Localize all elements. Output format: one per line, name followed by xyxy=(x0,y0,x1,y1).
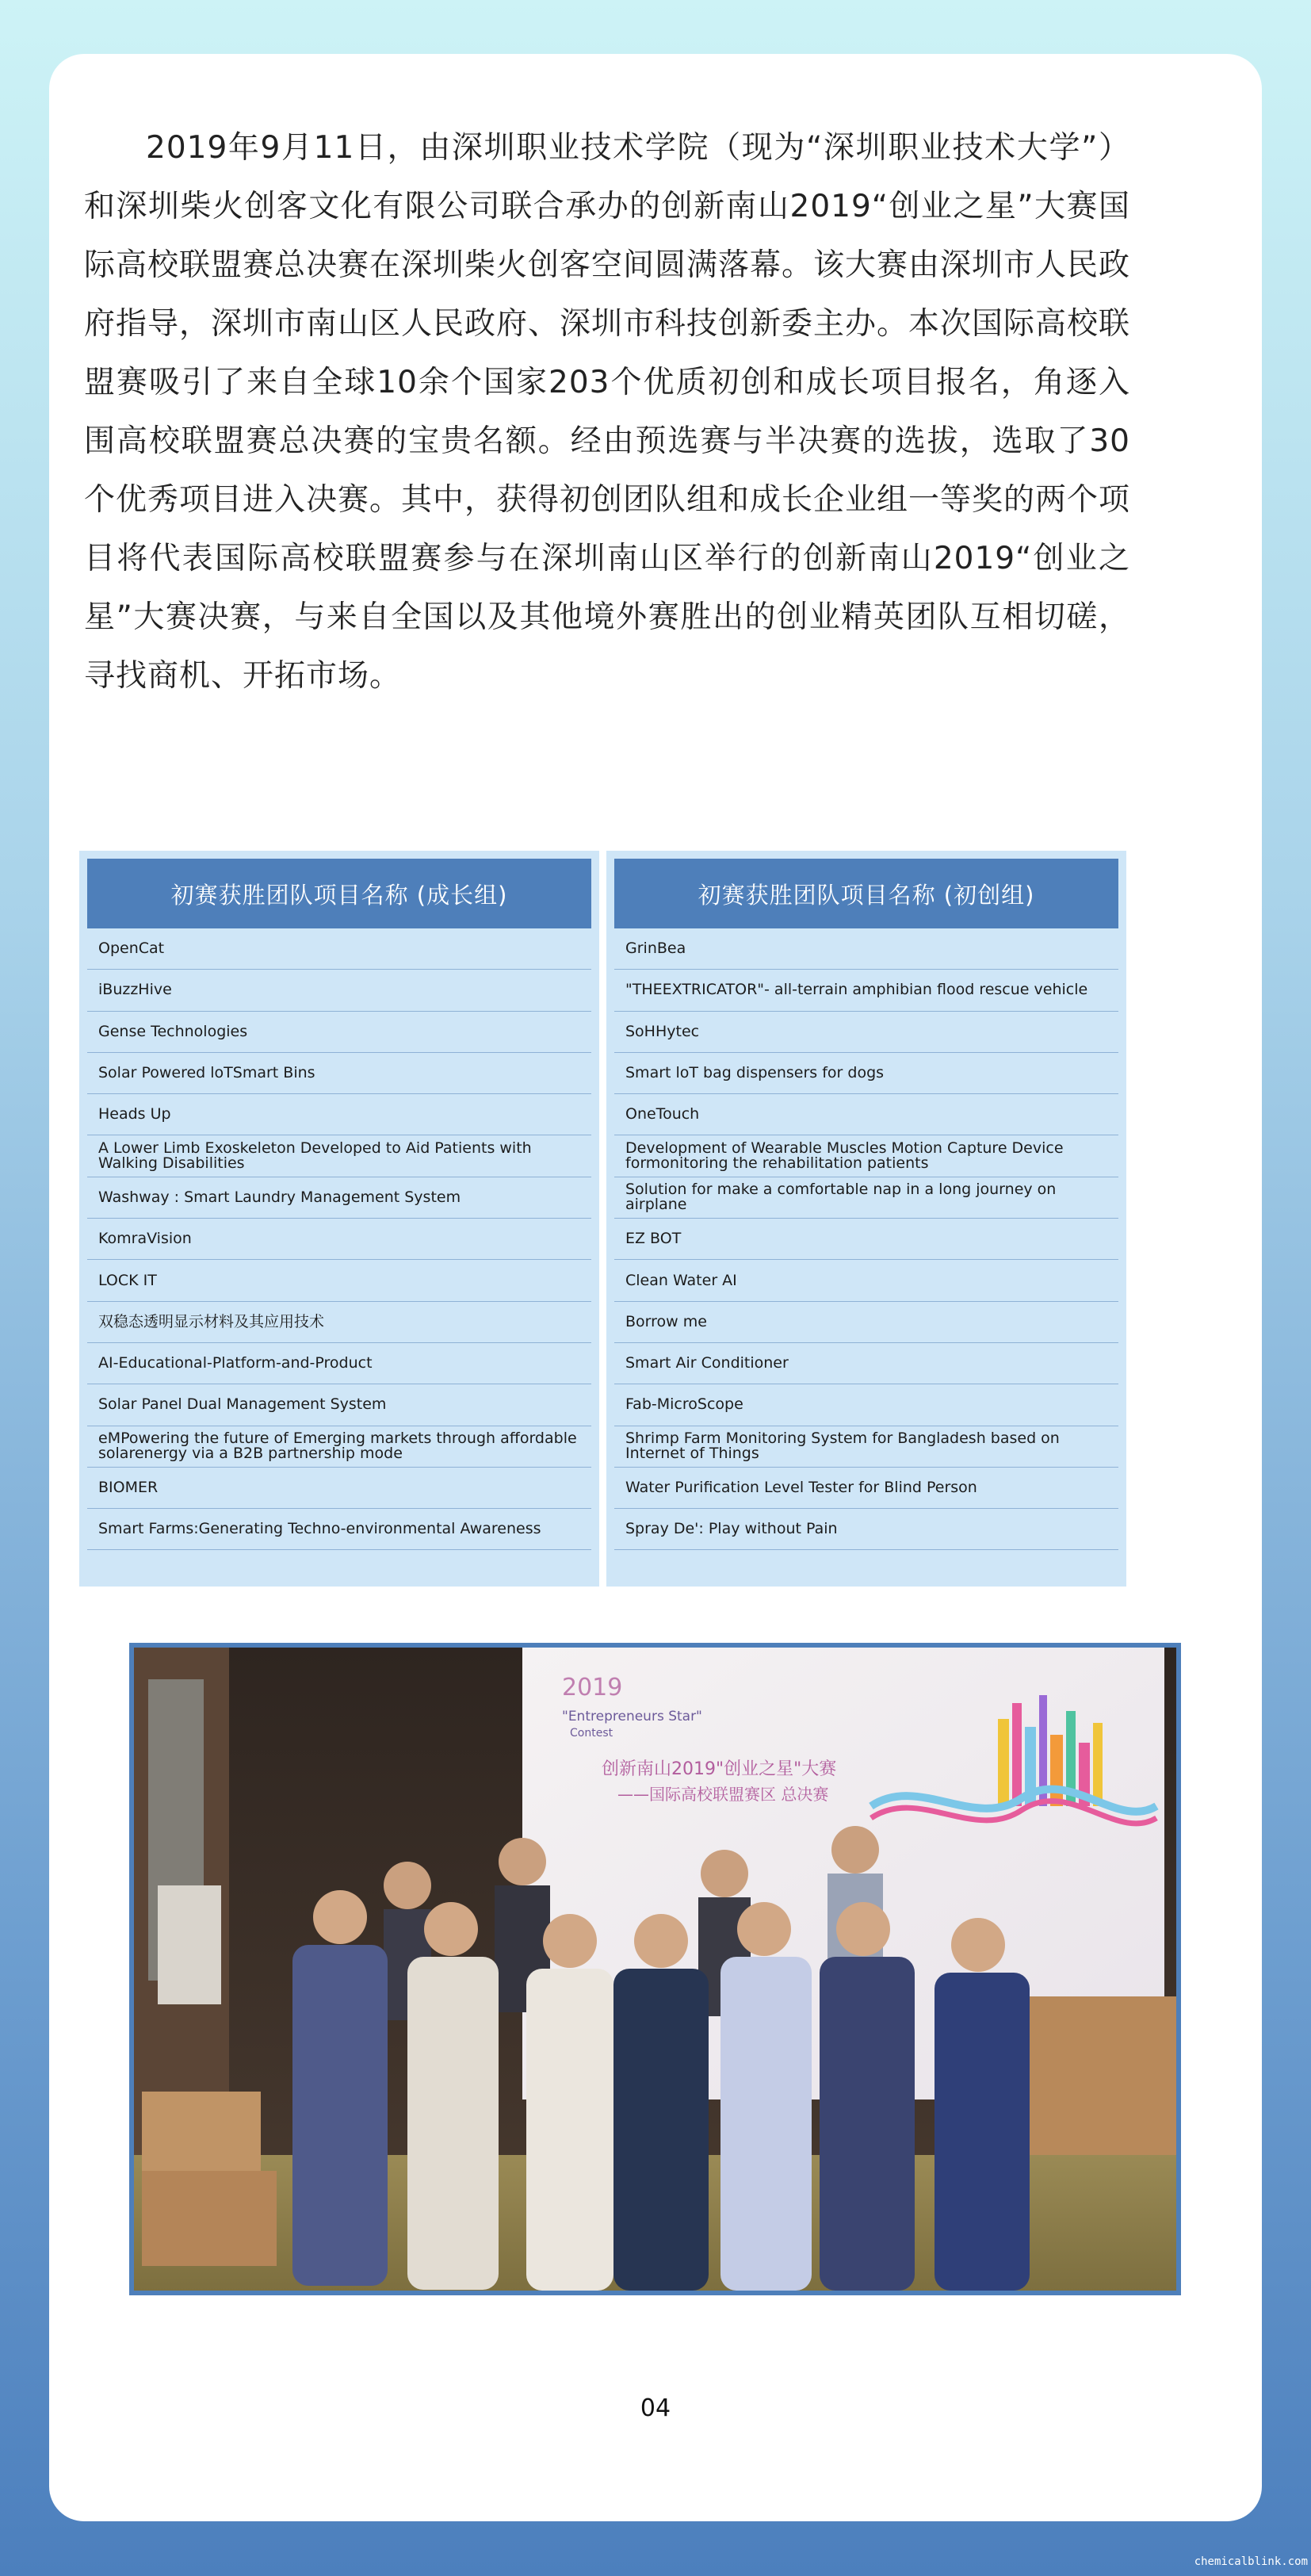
group-photo-image xyxy=(134,1648,1176,2291)
table-row: Washway : Smart Laundry Management System xyxy=(87,1177,591,1219)
table-row: Shrimp Farm Monitoring System for Bangladesh based on Internet of Things xyxy=(614,1426,1118,1468)
table-row: Fab-MicroScope xyxy=(614,1384,1118,1426)
table-row: SoHHytec xyxy=(614,1012,1118,1053)
screen-subtitle: "Entrepreneurs Star" xyxy=(562,1709,702,1724)
growth-table-header: 初赛获胜团队项目名称 (成长组) xyxy=(87,859,591,928)
page-number: 04 xyxy=(640,2394,671,2422)
table-row: Clean Water AI xyxy=(614,1260,1118,1301)
table-row: Water Purification Level Tester for Blind Person xyxy=(614,1468,1118,1509)
growth-table xyxy=(79,851,599,1587)
startup-table-rows xyxy=(614,928,1118,1550)
table-row: OpenCat xyxy=(87,928,591,970)
table-row: iBuzzHive xyxy=(87,970,591,1011)
table-row: Solar Panel Dual Management System xyxy=(87,1384,591,1426)
table-row: Smart Farms:Generating Techno-environmental Awareness xyxy=(87,1509,591,1550)
table-row: 双稳态透明显示材料及其应用技术 xyxy=(87,1302,591,1343)
table-row: KomraVision xyxy=(87,1219,591,1260)
table-row: A Lower Limb Exoskeleton Developed to Aid Patients with Walking Disabilities xyxy=(87,1135,591,1177)
table-row: EZ BOT xyxy=(614,1219,1118,1260)
screen-contest: Contest xyxy=(570,1727,613,1740)
screen-line2: ——国际高校联盟赛区 总决赛 xyxy=(617,1785,829,1804)
table-row: Smart loT bag dispensers for dogs xyxy=(614,1053,1118,1094)
watermark: chemicalblink.com xyxy=(1194,2555,1308,2568)
table-row: eMPowering the future of Emerging markets through affordable solarenergy via a B2B partnership mode xyxy=(87,1426,591,1468)
growth-table-rows xyxy=(87,928,591,1550)
table-row: Borrow me xyxy=(614,1302,1118,1343)
table-row: AI-Educational-Platform-and-Product xyxy=(87,1343,591,1384)
table-row: OneTouch xyxy=(614,1094,1118,1135)
table-row: Gense Technologies xyxy=(87,1012,591,1053)
table-row: GrinBea xyxy=(614,928,1118,970)
intro-paragraph: 2019年9月11日，由深圳职业技术学院（现为“深圳职业技术大学”）和深圳柴火创客文化有限公司联合承办的创新南山2019“创业之星”大赛国际高校联盟赛总决赛在深圳柴火创客空间圆满落幕。该大赛由深圳市人民政府指导，深圳市南山区人民政府、深圳市科技创新委主办。本次国际高校联盟赛吸引了来自全球10余个国家203个优质初创和成长项目报名，角逐入围高校联盟赛总决赛的宝贵名额。经由预选赛与半决赛的选拔，选取了30个优秀项目进入决赛。其中，获得初创团队组和成长企业组一等奖的两个项目将代表国际高校联盟赛参与在深圳南山区举行的创新南山2019“创业之星”大赛决赛，与来自全国以及其他境外赛胜出的创业精英团队互相切磋，寻找商机、开拓市场。 xyxy=(84,130,1131,694)
table-row: Solution for make a comfortable nap in a long journey on airplane xyxy=(614,1177,1118,1219)
table-row: Spray De': Play without Pain xyxy=(614,1509,1118,1550)
startup-table xyxy=(606,851,1126,1587)
screen-year: 2019 xyxy=(562,1674,623,1701)
table-row: Smart Air Conditioner xyxy=(614,1343,1118,1384)
table-row: Heads Up xyxy=(87,1094,591,1135)
table-row: "THEEXTRICATOR"- all-terrain amphibian flood rescue vehicle xyxy=(614,970,1118,1011)
table-row: LOCK IT xyxy=(87,1260,591,1301)
startup-table-header: 初赛获胜团队项目名称 (初创组) xyxy=(614,859,1118,928)
table-row: Development of Wearable Muscles Motion Capture Device formonitoring the rehabilitation patients xyxy=(614,1135,1118,1177)
table-row: BIOMER xyxy=(87,1468,591,1509)
screen-line1: 创新南山2019"创业之星"大赛 xyxy=(602,1759,837,1779)
group-photo xyxy=(129,1643,1181,2295)
table-row: Solar Powered loTSmart Bins xyxy=(87,1053,591,1094)
